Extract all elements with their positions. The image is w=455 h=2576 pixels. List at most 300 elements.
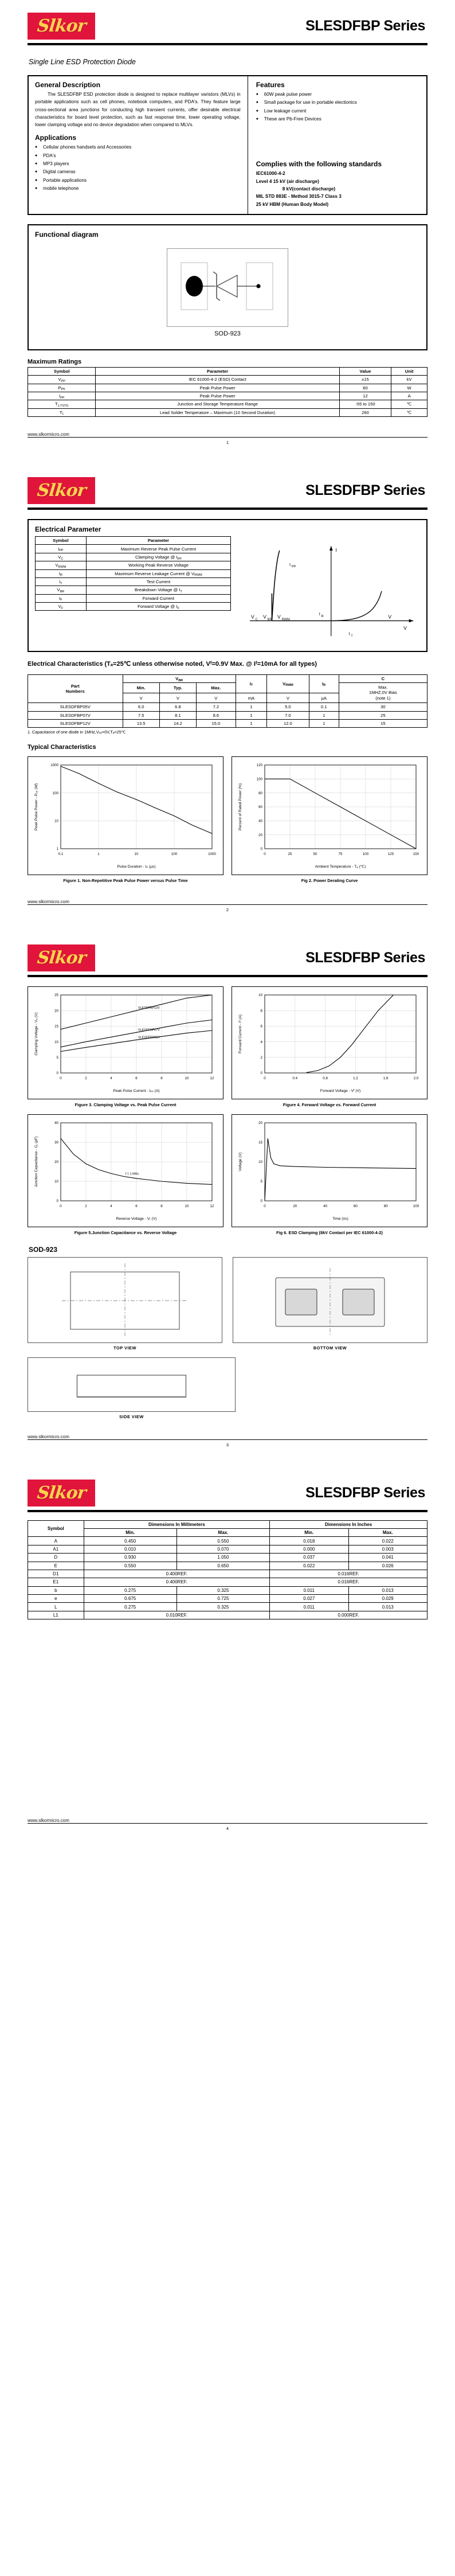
features-standards-section [248, 76, 426, 214]
table-row [36, 569, 231, 577]
bullet-icon: ● [256, 117, 258, 122]
chart-svg [28, 1115, 223, 1224]
footer-rule [28, 437, 427, 438]
page-title-4: SLESDFBP Series [305, 1484, 425, 1501]
cell-symbol: D1 [28, 1570, 84, 1578]
cell-parameter: IEC 61000-4-2 (ESD) Contact [96, 376, 339, 384]
chart-fig2 [232, 756, 427, 884]
charts-row-2 [28, 986, 427, 1109]
svg-text:1: 1 [97, 852, 100, 857]
cell-mm-min: 0.275 [84, 1603, 176, 1611]
cell-unit: ℃ [391, 400, 427, 408]
cell-vbr_typ: 8.1 [159, 711, 196, 719]
cell-it: 1 [236, 703, 266, 711]
chart-caption: Figure 3. Clamping Voltage vs. Peak Pulse Current [74, 1102, 176, 1108]
page-number-3: 3 [226, 1442, 229, 1447]
cell-symbol: $I_R$ [36, 569, 87, 577]
svg-text:Junction Capacitance - Cⱼ (pF): Junction Capacitance - Cⱼ (pF) [34, 1136, 38, 1188]
svg-text:10: 10 [185, 1076, 189, 1081]
page-header-4 [28, 1467, 427, 1506]
svg-text:0: 0 [264, 1204, 266, 1208]
table-header-row [28, 367, 427, 375]
cell-parameter: Junction and Storage Temperature Range [96, 400, 339, 408]
svg-text:0: 0 [260, 1199, 262, 1204]
cell-vbr_max: 15.0 [196, 720, 236, 728]
cell-value: 260 [339, 408, 391, 416]
cell-value: 12 [339, 392, 391, 400]
features-list [256, 91, 421, 123]
svg-text:2.0: 2.0 [413, 1076, 419, 1081]
page-footer-4 [28, 1818, 427, 1823]
cell-in-min: 0.022 [270, 1562, 348, 1570]
maximum-ratings-table [28, 367, 427, 417]
svg-text:12: 12 [210, 1204, 214, 1208]
list-item-label: MP3 players [43, 161, 69, 167]
table-row [28, 1595, 427, 1603]
cell-mm-min: 0.010 [84, 1545, 176, 1553]
column-header: Parameter [96, 367, 339, 375]
unit-header: V [196, 693, 236, 702]
table-row [36, 594, 231, 602]
svg-text:4: 4 [110, 1204, 112, 1208]
bullet-icon: ● [35, 162, 38, 166]
svg-text:20: 20 [293, 1204, 297, 1208]
cell-ir: 1 [309, 720, 339, 728]
svg-text:RWM: RWM [281, 618, 291, 622]
cell-symbol: D [28, 1554, 84, 1562]
page-number-4: 4 [226, 1826, 229, 1832]
chart-fig3 [28, 986, 223, 1109]
cell-in-min: 0.027 [270, 1595, 348, 1603]
column-header: Symbol [28, 1520, 84, 1537]
svg-text:V: V [388, 614, 392, 620]
cell-symbol: A [28, 1537, 84, 1545]
column-header: $V_{RWM}$ [267, 674, 309, 693]
header-divider-4 [28, 1510, 427, 1512]
svg-text:60: 60 [258, 805, 262, 810]
cell-parameter: Maximum Reverse Leakage Current @ $V_{RWM}$ [86, 569, 230, 577]
svg-text:15: 15 [258, 1141, 262, 1145]
bullet-icon: ● [256, 92, 258, 96]
page-number-2: 2 [226, 907, 229, 913]
table-row [28, 1586, 427, 1594]
cell-symbol: $V_{PP}$ [28, 376, 96, 384]
table-row [28, 408, 427, 416]
svg-text:1.6: 1.6 [383, 1076, 389, 1081]
cell-part: SLESDFBP12V [28, 720, 123, 728]
table-row [28, 720, 427, 728]
column-header: Parameter [86, 537, 230, 545]
cell-ir: 1 [309, 711, 339, 719]
standard-line: 8 kV(contact discharge) [282, 186, 336, 192]
cell-symbol: $I_F$ [36, 594, 87, 602]
cell-it: 1 [236, 711, 266, 719]
svg-text:100: 100 [413, 1204, 419, 1208]
svg-text:I: I [319, 611, 321, 616]
svg-text:20: 20 [258, 1121, 262, 1126]
bottom-view-drawing [233, 1258, 427, 1344]
list-item-label: Low leakage current [264, 108, 307, 114]
cell-parameter: Forward Voltage @ $I_F$ [86, 603, 230, 611]
chart-fig4 [232, 986, 427, 1109]
cell-vbr_min: 6.0 [123, 703, 159, 711]
chart-fig5 [28, 1114, 223, 1236]
standard-line: 25 kV HBM (Human Body Model) [256, 201, 329, 207]
cell-symbol: A1 [28, 1545, 84, 1553]
footer-website: www.slkormicro.com [28, 1434, 69, 1439]
electrical-parameter-box [28, 519, 427, 652]
svg-text:0: 0 [56, 1071, 58, 1076]
svg-text:2: 2 [85, 1204, 87, 1208]
svg-text:1000: 1000 [50, 763, 58, 768]
column-header: $I_T$ [236, 674, 266, 693]
logo-text: Slkor [36, 1482, 87, 1503]
svg-text:T: T [351, 634, 353, 638]
svg-text:I: I [289, 561, 291, 567]
cell-in: 0.016REF. [270, 1570, 427, 1578]
bullet-icon: ● [35, 178, 38, 182]
cell-parameter: Clamping Voltage @ $I_{PP}$ [86, 553, 230, 561]
unit-header: µA [309, 693, 339, 702]
cell-vrwm: 7.0 [267, 711, 309, 719]
svg-text:120: 120 [256, 763, 262, 768]
table-row [28, 703, 427, 711]
charts-row-3 [28, 1114, 427, 1236]
column-header: Dimensions In Millimeters [84, 1520, 269, 1528]
cell-parameter: Peak Pulse Power [96, 392, 339, 400]
svg-text:100: 100 [171, 852, 178, 857]
cell-unit: ℃ [391, 408, 427, 416]
slkor-logo-2 [28, 477, 95, 504]
page-title: SLESDFBP Series [305, 18, 425, 34]
svg-text:SLESDFBP12V: SLESDFBP12V [138, 1006, 160, 1010]
table-header-row [28, 1520, 427, 1528]
page-footer-2 [28, 899, 427, 904]
description-features-box [28, 75, 427, 215]
cell-symbol: L [28, 1603, 84, 1611]
column-header: Max. [348, 1529, 427, 1537]
svg-text:0.1: 0.1 [58, 852, 64, 857]
cell-in: 0.000REF. [270, 1611, 427, 1619]
cell-c: 15 [339, 720, 427, 728]
svg-text:Peak Pulse Current - Iₚₚ (A): Peak Pulse Current - Iₚₚ (A) [113, 1089, 160, 1094]
view-label-top: TOP VIEW [113, 1345, 136, 1351]
cell-symbol: $I_{PP}$ [36, 545, 87, 553]
svg-text:Ambient Temperature - Tₐ (℃): Ambient Temperature - Tₐ (℃) [315, 865, 366, 869]
bullet-icon: ● [35, 145, 38, 150]
svg-text:V: V [251, 614, 254, 620]
cell-in-min: 0.018 [270, 1537, 348, 1545]
cell-c: 25 [339, 711, 427, 719]
page-number: 1 [226, 440, 229, 446]
cell-symbol: $T_{J,TSTG}$ [28, 400, 96, 408]
top-view-drawing [28, 1258, 222, 1344]
svg-text:10: 10 [185, 1204, 189, 1208]
svg-text:10: 10 [134, 852, 139, 857]
view-label-side: SIDE VIEW [119, 1414, 144, 1419]
cell-vbr_typ: 14.2 [159, 720, 196, 728]
cell-in-min: 0.000 [270, 1545, 348, 1553]
svg-text:5: 5 [56, 1056, 58, 1060]
logo-text: Slkor [36, 16, 87, 36]
cell-value: -55 to 150 [339, 400, 391, 408]
zener-diode-symbol [173, 252, 282, 320]
svg-text:0: 0 [264, 1076, 266, 1081]
cell-parameter: Peak Pulse Power [96, 384, 339, 392]
column-header: $V_{BR}$ [123, 674, 236, 682]
svg-text:Clamping Voltage - Vₑ (V): Clamping Voltage - Vₑ (V) [34, 1012, 38, 1056]
cell-in-max: 0.013 [348, 1603, 427, 1611]
list-item-label: Cellular phones handsets and Accessories [43, 145, 132, 150]
applications-list [35, 143, 241, 193]
svg-text:0.4: 0.4 [292, 1076, 298, 1081]
page-title-2: SLESDFBP Series [305, 482, 425, 499]
svg-text:0: 0 [60, 1076, 62, 1081]
svg-text:10: 10 [258, 993, 262, 998]
cell-symbol: E [28, 1562, 84, 1570]
capacitance-note: 1. Capacitance of one diode in 1MHz,Vₑₑ=0V,Tₐ=25℃ [28, 729, 126, 735]
cell-mm-max: 0.650 [176, 1562, 269, 1570]
cell-unit: A [391, 392, 427, 400]
svg-text:0: 0 [260, 1071, 262, 1076]
cell-parameter: Forward Current [86, 594, 230, 602]
svg-text:12: 12 [210, 1076, 214, 1081]
bullet-icon: ● [256, 108, 258, 113]
chart-svg [232, 757, 427, 872]
iv-characteristic-figure [239, 536, 420, 645]
table-row [28, 1554, 427, 1562]
column-header: C [339, 674, 427, 682]
column-header: Dimensions In Inches [270, 1520, 427, 1528]
chart-caption: Figure 5.Junction Capacitance vs. Reverse Voltage [74, 1230, 177, 1235]
page-footer [28, 432, 427, 437]
svg-text:125: 125 [387, 852, 394, 857]
svg-text:4: 4 [110, 1076, 112, 1081]
feature-item [256, 99, 421, 107]
cell-parameter: Test Current [86, 577, 230, 586]
cell-mm-max: 0.325 [176, 1586, 269, 1594]
page-3 [0, 912, 455, 1447]
svg-text:Voltage (V): Voltage (V) [238, 1152, 242, 1172]
svg-text:40: 40 [54, 1121, 58, 1126]
column-header: Max. [176, 1529, 269, 1537]
cell-parameter: Lead Solder Temperature – Maximum (10 Second Duration) [96, 408, 339, 416]
page-header [28, 0, 427, 40]
logo-text: Slkor [36, 948, 87, 969]
column-header: Part Numbers [28, 674, 123, 702]
column-header: Max. 1MHZ,0V Bias (note 1) [339, 683, 427, 703]
electrical-characteristics-title: Electrical Characteristics (Tₐ=25℃ unless otherwise noted, Vᶠ=0.9V Max. @ Iᶠ=10mA for all types) [28, 661, 317, 668]
column-header: Min. [84, 1529, 176, 1537]
column-header: Symbol [36, 537, 87, 545]
svg-text:R: R [321, 614, 324, 618]
svg-text:6: 6 [135, 1076, 138, 1081]
table-row [36, 553, 231, 561]
cell-value: ±15 [339, 376, 391, 384]
cell-symbol: e [28, 1595, 84, 1603]
cell-symbol: E1 [28, 1578, 84, 1586]
table-row [36, 586, 231, 594]
svg-text:V: V [403, 625, 407, 631]
application-item [35, 160, 241, 168]
cell-unit: kV [391, 376, 427, 384]
cell-parameter: Breakdown Voltage @ $I_T$ [86, 586, 230, 594]
cell-in: 0.016REF. [270, 1578, 427, 1586]
maximum-ratings-title: Maximum Ratings [28, 358, 82, 365]
table-header-row [28, 1529, 427, 1537]
list-item-label: Portable applications [43, 177, 87, 183]
cell-vbr_max: 8.6 [196, 711, 236, 719]
svg-text:V: V [263, 614, 267, 620]
svg-text:SLESDFBP05V: SLESDFBP05V [138, 1036, 160, 1040]
cell-mm-max: 0.325 [176, 1603, 269, 1611]
footer-website: www.slkormicro.com [28, 1818, 69, 1824]
top-view-block [28, 1257, 222, 1351]
svg-text:Reverse Voltage - Vᵣ (V): Reverse Voltage - Vᵣ (V) [116, 1216, 157, 1221]
svg-text:Percent of Rated Power (%): Percent of Rated Power (%) [238, 783, 242, 831]
column-header: Min. [270, 1529, 348, 1537]
application-item [35, 168, 241, 176]
bullet-icon: ● [35, 186, 38, 191]
page-4 [0, 1447, 455, 1832]
list-item-label: Small package for use in portable electionics [264, 100, 357, 106]
package-drawing-group [28, 1257, 427, 1351]
chart-caption: Fig 2. Power Derating Curve [301, 878, 358, 884]
list-item-label: These are Pb-Free Devices [264, 116, 321, 122]
list-item-label: Digital cameras [43, 169, 76, 175]
chart-fig1 [28, 756, 223, 884]
cell-in-min: 0.037 [270, 1554, 348, 1562]
svg-text:6: 6 [260, 1024, 262, 1029]
cell-ir: 0.1 [309, 703, 339, 711]
svg-text:80: 80 [258, 791, 262, 796]
feature-item [256, 107, 421, 115]
cell-in-min: 0.011 [270, 1586, 348, 1594]
cell-in-min: 0.011 [270, 1603, 348, 1611]
table-row [28, 392, 427, 400]
header-divider-2 [28, 508, 427, 510]
cell-mm-max: 1.050 [176, 1554, 269, 1562]
cell-in-max: 0.041 [348, 1554, 427, 1562]
column-header: Unit [391, 367, 427, 375]
svg-text:C: C [255, 618, 258, 622]
cell-symbol: $V_C$ [36, 553, 87, 561]
svg-text:10: 10 [54, 1180, 58, 1184]
svg-text:5: 5 [260, 1180, 262, 1184]
package-drawing-title: SOD-923 [29, 1245, 58, 1254]
svg-text:8: 8 [160, 1204, 163, 1208]
chart-caption: Fig 6. ESD Clamping (8kV Contact per IEC 61000-4-2) [276, 1230, 383, 1235]
column-header: Min. [123, 683, 159, 693]
unit-header: mA [236, 693, 266, 702]
svg-text:20: 20 [54, 1009, 58, 1013]
cell-mm: 0.400REF. [84, 1578, 269, 1586]
svg-text:0: 0 [56, 1199, 58, 1204]
footer-website: www.slkormicro.com [28, 899, 69, 905]
svg-text:40: 40 [258, 819, 262, 823]
cell-in-max: 0.029 [348, 1595, 427, 1603]
side-view-drawing [28, 1358, 235, 1412]
footer-rule-3 [28, 1439, 427, 1440]
general-description-section [29, 76, 248, 214]
list-item-label: PDA's [43, 153, 56, 158]
table-row [28, 1578, 427, 1586]
unit-header: V [123, 693, 159, 702]
table-row [28, 1611, 427, 1619]
standards-heading: Complies with the following standards [256, 160, 382, 169]
cell-mm-min: 0.450 [84, 1537, 176, 1545]
feature-item [256, 91, 421, 99]
svg-text:1: 1 [56, 847, 58, 852]
cell-mm-min: 0.930 [84, 1554, 176, 1562]
functional-diagram-figure [35, 240, 420, 343]
column-header: Value [339, 367, 391, 375]
chart-caption: Figure 4. Forward Voltage vs. Forward Current [283, 1102, 376, 1108]
cell-mm-max: 0.550 [176, 1537, 269, 1545]
page-header-2 [28, 465, 427, 504]
bullet-icon: ● [35, 153, 38, 158]
page-header-3 [28, 932, 427, 971]
table-header-row [28, 674, 427, 682]
logo-text: Slkor [36, 481, 87, 501]
svg-text:BR: BR [267, 618, 272, 622]
svg-text:0: 0 [60, 1204, 62, 1208]
svg-text:30: 30 [54, 1141, 58, 1145]
unit-header: V [159, 693, 196, 702]
bullet-icon: ● [35, 170, 38, 174]
table-row [28, 1562, 427, 1570]
chart-caption: Figure 1. Non-Repetitive Peak Pulse Power versus Pulse Time [63, 878, 188, 884]
footer-rule-4 [28, 1823, 427, 1824]
svg-text:I: I [348, 631, 350, 637]
column-header: $I_R$ [309, 674, 339, 693]
general-description-body: The SLESDFBP ESD protection diode is designed to replace multilayer varistors (MLVs) in portable applications such as cell phones, notebook computers, and PDA's. They feature large cross-sectional area junctions for conducting high transient currents, offer desirable electrical characteristics for board level protection, such as fast response time, lower operating voltage, lower clamping voltage and no device degradation when compared to MLVs. [35, 92, 241, 128]
standard-line: MIL STD 883E - Method 3015-7 Class 3 [256, 194, 342, 200]
cell-unit: W [391, 384, 427, 392]
unit-header: V [267, 693, 309, 702]
cell-parameter: Maximum Reverse Peak Pulse Current [86, 545, 230, 553]
cell-symbol: $P_{PK}$ [28, 384, 96, 392]
cell-mm-min: 0.275 [84, 1586, 176, 1594]
cell-symbol: L1 [28, 1611, 84, 1619]
svg-text:8: 8 [160, 1076, 163, 1081]
svg-text:10: 10 [54, 819, 58, 823]
cell-vrwm: 5.0 [267, 703, 309, 711]
cell-part: SLESDFBP05V [28, 703, 123, 711]
table-row [36, 603, 231, 611]
cell-vbr_min: 7.5 [123, 711, 159, 719]
general-description-heading: General Description [35, 81, 101, 89]
svg-text:f = 1 MHz: f = 1 MHz [125, 1172, 139, 1176]
svg-text:60: 60 [353, 1204, 358, 1208]
cell-symbol: $T_L$ [28, 408, 96, 416]
svg-text:2: 2 [260, 1056, 262, 1060]
svg-text:8: 8 [260, 1009, 262, 1013]
list-item-label: 60W peak pulse power [264, 92, 312, 97]
electrical-parameter-table [35, 536, 231, 611]
svg-text:Forward Current - Iᶠ (A): Forward Current - Iᶠ (A) [238, 1014, 242, 1054]
svg-text:100: 100 [362, 852, 369, 857]
cell-vbr_min: 13.5 [123, 720, 159, 728]
chart-svg [232, 1115, 427, 1224]
table-row [36, 577, 231, 586]
svg-text:100: 100 [256, 777, 262, 782]
svg-text:6: 6 [135, 1204, 138, 1208]
cell-mm: 0.400REF. [84, 1570, 269, 1578]
cell-in-max: 0.013 [348, 1586, 427, 1594]
footer-website: www.slkormicro.com [28, 432, 69, 438]
table-row [28, 1537, 427, 1545]
